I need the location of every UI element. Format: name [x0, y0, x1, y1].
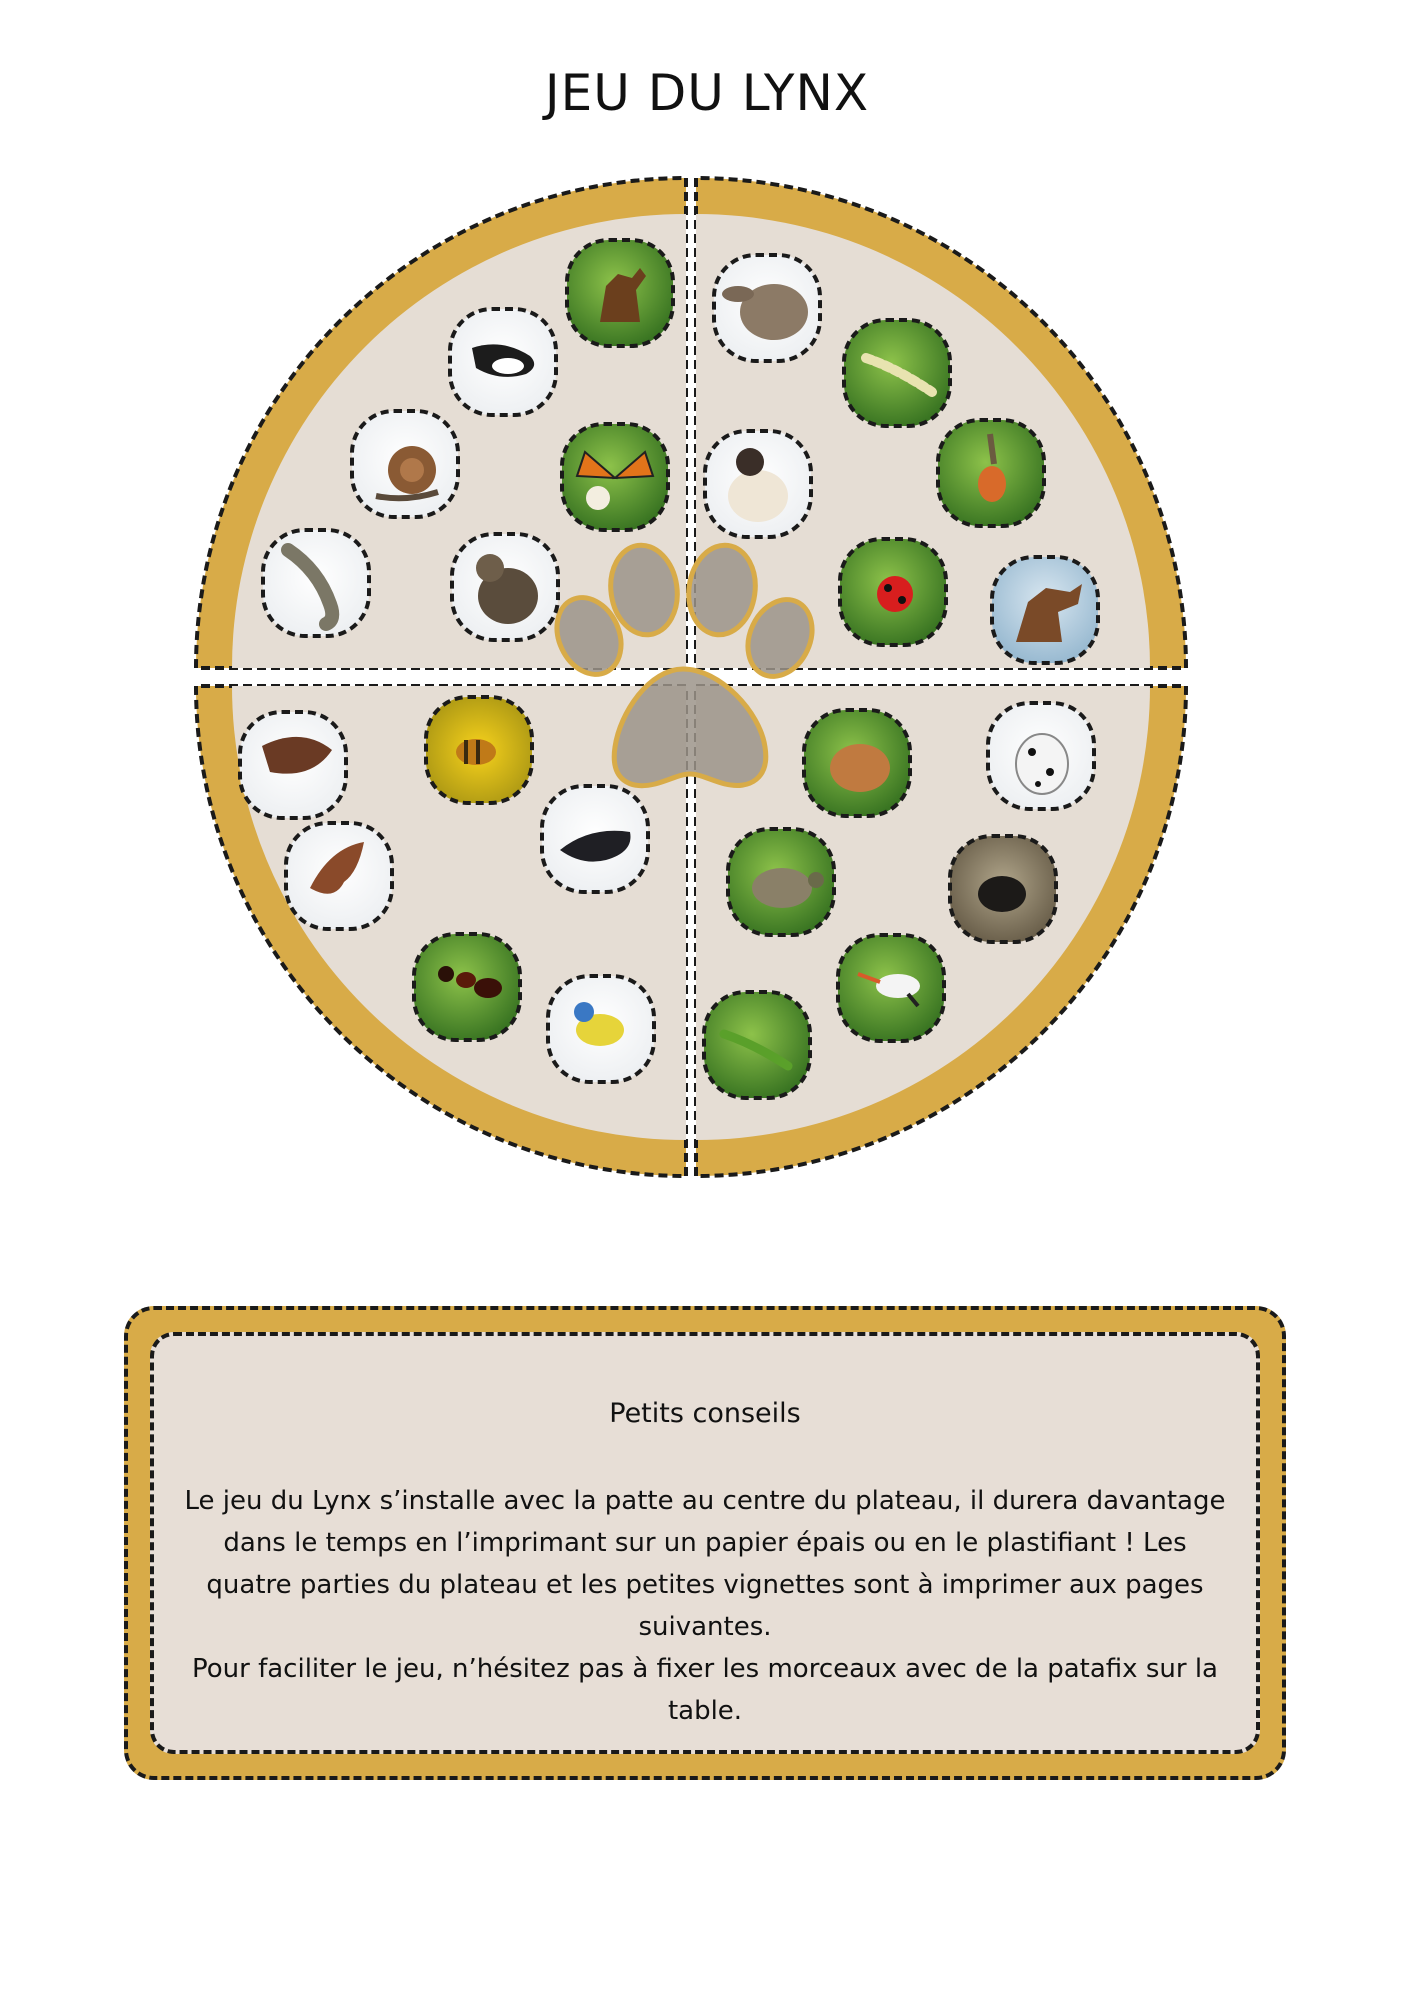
animal-crow-token[interactable] [542, 786, 648, 892]
animal-robin-token[interactable] [938, 420, 1044, 526]
animal-magpie-token[interactable] [450, 309, 556, 415]
animal-horse-token[interactable] [992, 557, 1098, 663]
animal-dog-token[interactable] [567, 240, 673, 346]
animal-ant-token[interactable] [414, 934, 520, 1040]
advice-box [124, 1306, 1286, 1780]
animal-siamese-cat-token[interactable] [705, 431, 811, 537]
animal-blue-tit-token[interactable] [548, 976, 654, 1082]
advice-text [184, 1480, 1226, 1732]
animal-caterpillar-token[interactable] [844, 320, 950, 426]
animal-lizard-token[interactable] [263, 530, 369, 636]
animal-butterfly-token[interactable] [562, 424, 668, 530]
advice-paragraph-2: Pour faciliter le jeu, n’hésitez pas à fixer les morceaux avec de la patafix sur la table. [192, 1654, 1218, 1726]
animal-cat-token[interactable] [452, 534, 558, 640]
animal-rabbit-token[interactable] [714, 255, 820, 361]
animal-hamster-token[interactable] [804, 710, 910, 816]
page-title: JEU DU LYNX [544, 64, 870, 122]
animal-ladybug-token[interactable] [840, 539, 946, 645]
game-board [190, 172, 1200, 1182]
animal-snail-token[interactable] [352, 411, 458, 517]
animal-grasshopper-token[interactable] [704, 992, 810, 1098]
animal-dalmatian-token[interactable] [988, 703, 1094, 809]
advice-box-panel [150, 1332, 1260, 1754]
advice-title: Petits conseils [609, 1398, 801, 1429]
animal-stork-token[interactable] [838, 935, 944, 1041]
advice-paragraph-1: Le jeu du Lynx s’installe avec la patte au centre du plateau, il durera davantage dans le temps en l’imprimant sur un papier épais ou en le plastifiant ! Les quatre parties du plateau et les petites vignettes sont à imprimer aux pages suivantes. [184, 1486, 1226, 1642]
animal-turtle-token[interactable] [728, 829, 834, 935]
animal-squirrel-token[interactable] [240, 712, 346, 818]
animal-bat-token[interactable] [286, 823, 392, 929]
animal-mole-token[interactable] [950, 836, 1056, 942]
animal-bee-token[interactable] [426, 697, 532, 803]
